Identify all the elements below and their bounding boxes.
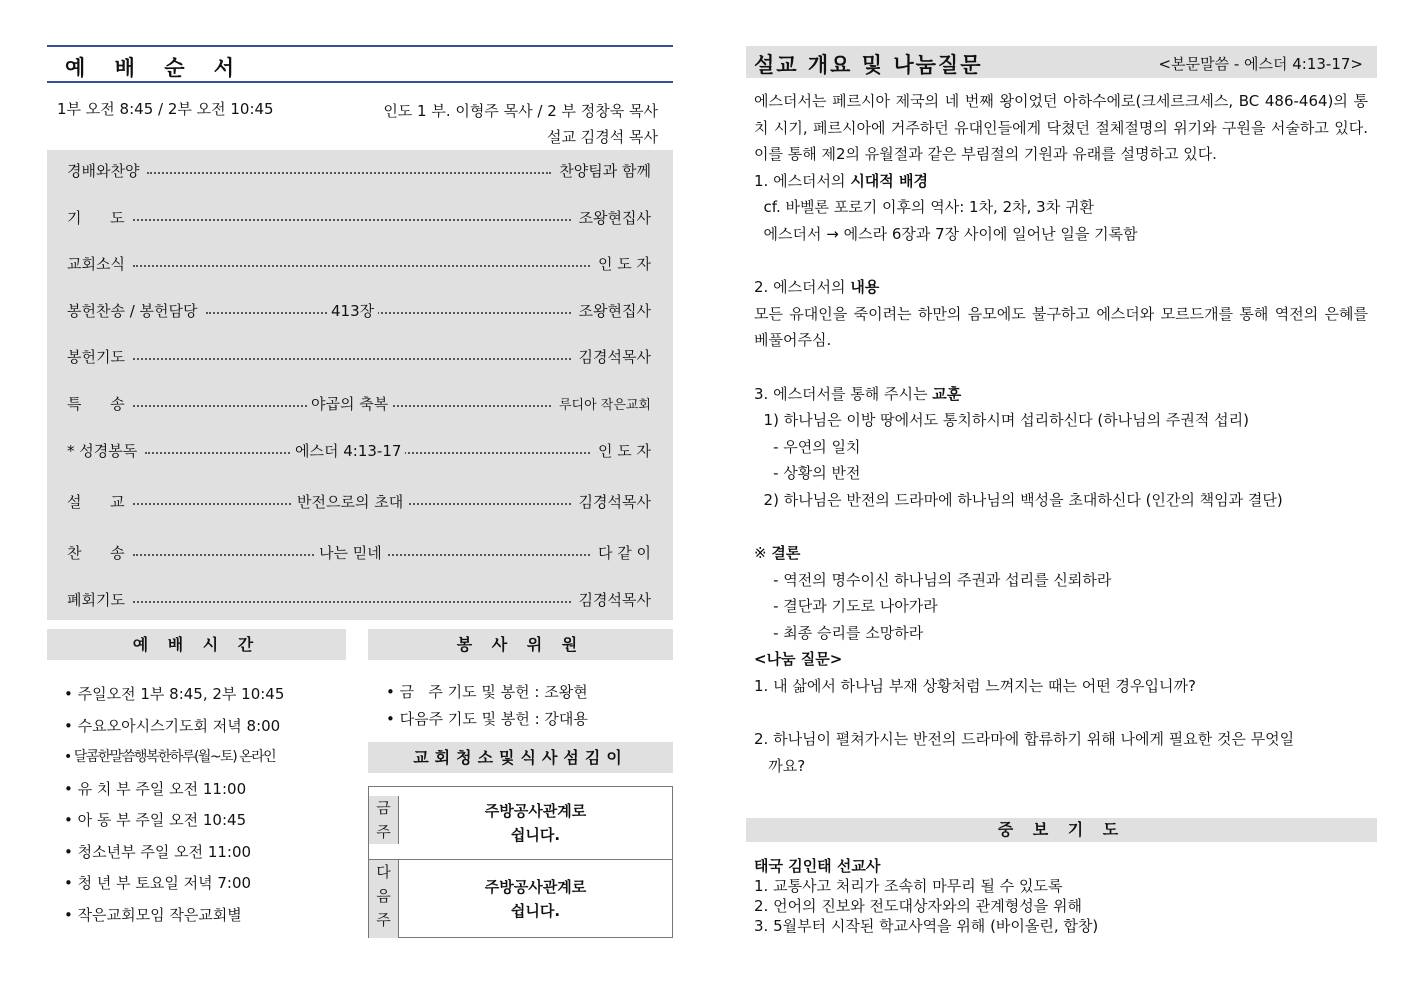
order-row: [47, 298, 673, 322]
order-item-label: 특 송: [67, 394, 125, 413]
cleaning-text: 주방공사관계로: [484, 802, 587, 820]
order-item-label: 봉헌찬송 / 봉헌담당: [67, 301, 198, 320]
order-item-leader: 김경석목사: [578, 590, 651, 609]
missionary-name: 태국 김인태 선교사: [754, 857, 881, 875]
leader-dots: [133, 358, 571, 360]
leader-dots: [133, 219, 571, 221]
service-times: 1부 오전 8:45 / 2부 오전 10:45: [57, 100, 274, 118]
order-item-leader: 김경석목사: [578, 492, 651, 511]
service-committee-header: 봉 사 위 원: [368, 629, 673, 660]
order-item-leader: 김경석목사: [578, 347, 651, 366]
order-of-worship-box: [47, 150, 673, 620]
worship-time-item: • 작은교회모임 작은교회별: [64, 905, 242, 924]
order-item-detail: 413장: [327, 300, 378, 321]
worship-time-item: • 청소년부 주일 오전 11:00: [64, 842, 252, 861]
heading-prefix: 3. 에스더서를 통해 주시는: [754, 384, 933, 403]
worship-time-item: • 주일오전 1부 8:45, 2부 10:45: [64, 685, 285, 703]
order-row: [47, 489, 673, 513]
order-row: [47, 391, 673, 415]
order-item-leader: 인 도 자: [597, 254, 651, 273]
order-row: [47, 587, 673, 611]
week-char: 주: [376, 823, 391, 841]
service-committee-list: [386, 679, 588, 733]
order-row: [47, 540, 673, 564]
section-3-heading: [754, 381, 1368, 408]
week-char: 다: [376, 863, 391, 881]
order-item-label: 폐회기도: [67, 590, 125, 609]
cleaning-text: 주방공사관계로: [484, 878, 587, 896]
conclusion-line: - 결단과 기도로 나아가라: [754, 597, 938, 616]
week-next-cell: [369, 860, 399, 938]
order-item-label: 경배와찬양: [67, 161, 140, 180]
sermon-intro: 에스더서는 페르시아 제국의 네 번째 왕이었던 아하수에로(크세르크세스, BC 486-464)의 통치 시기, 페르시아에 거주하던 유대인들에게 닥쳤던 절체절명의 위기와 구원을 서술하고 있다. 이를 통해 제2의 유월절과 같은 부림절의 기원과 유래를 설명하고 있다.: [754, 92, 1368, 164]
order-row: [47, 205, 673, 229]
sermon-outline: [754, 88, 1368, 779]
worship-times-list: [64, 679, 284, 931]
order-item-label: 봉헌기도: [67, 347, 125, 366]
cleaning-this-week: [399, 799, 672, 847]
order-of-worship-title: [47, 45, 673, 83]
order-item-leader: 조왕현집사: [578, 301, 651, 320]
prayer-item: 3. 5월부터 시작된 학교사역을 위해 (바이올린, 합창): [754, 917, 1099, 935]
order-item-leader: 인 도 자: [597, 441, 651, 460]
order-item-label: 교회소식: [67, 254, 125, 273]
service-item: • 다음주 기도 및 봉헌 : 강대용: [386, 710, 588, 728]
scripture-reference: <본문말씀 - 에스더 4:13-17>: [1158, 55, 1363, 73]
order-item-label: 설 교: [67, 492, 125, 511]
section-3-line: 2) 하나님은 반전의 드라마에 하나님의 백성을 초대하신다 (인간의 책임과 결단): [754, 490, 1283, 509]
order-item-leader: 찬양팀과 함께: [559, 161, 651, 180]
order-item-leader: 다 같 이: [597, 543, 651, 562]
order-row: [47, 344, 673, 368]
conclusion-line: - 역전의 명수이신 하나님의 주권과 섭리를 신뢰하라: [754, 570, 1112, 589]
cleaning-table: [368, 786, 673, 938]
order-row: [47, 438, 673, 462]
question-2: 2. 하나님이 펼쳐가시는 반전의 드라마에 합류하기 위해 나에게 필요한 것은 무엇일: [754, 730, 1295, 749]
worship-time-item: • 아 동 부 주일 오전 10:45: [64, 811, 247, 829]
worship-time-item: • 청 년 부 토요일 저녁 7:00: [64, 874, 252, 892]
heading-prefix: 1. 에스더서의: [754, 171, 851, 190]
prayer-item: 1. 교통사고 처리가 조속히 마무리 될 수 있도록: [754, 877, 1063, 895]
section-1-heading: [754, 168, 1368, 195]
cleaning-header: 교회청소및식사섬김이: [368, 742, 673, 773]
leaders-line2: 설교 김경석 목사: [547, 128, 658, 146]
heading-bold: 시대적 배경: [850, 171, 928, 190]
order-item-detail: 야곱의 축복: [307, 393, 392, 414]
conclusion-line: - 최종 승리를 소망하라: [754, 623, 924, 642]
order-item-detail: 에스더 4:13-17: [291, 440, 405, 461]
question-1: 1. 내 삶에서 하나님 부재 상황처럼 느껴지는 때는 어떤 경우입니까?: [754, 677, 1196, 696]
title-text: 예 배 순 서: [65, 56, 246, 80]
question-2-cont: 까요?: [754, 756, 806, 775]
order-item-label: 기 도: [67, 208, 125, 227]
sharing-heading: <나눔 질문>: [754, 650, 843, 669]
intercession-list: [754, 856, 1098, 936]
worship-time-item: • 달콤한말씀행복한하루(월~토) 온라인: [64, 749, 276, 765]
section-3-line: 1) 하나님은 이방 땅에서도 통치하시며 섭리하신다 (하나님의 주권적 섭리): [754, 411, 1249, 430]
leader-dots: [147, 172, 551, 174]
heading-bold: 결론: [771, 544, 801, 563]
intercession-header: 중 보 기 도: [746, 818, 1377, 842]
section-2-heading: [754, 274, 1368, 301]
leaders: [383, 98, 658, 150]
week-char: 금: [376, 799, 391, 817]
week-this-cell: [369, 796, 399, 844]
sermon-title-bar: [746, 46, 1377, 78]
section-2-text: 모든 유대인을 죽이려는 하만의 음모에도 불구하고 에스더와 모르드개를 통해 역전의 은혜를 베풀어주심.: [754, 304, 1368, 350]
heading-prefix: ※: [754, 544, 772, 563]
service-item: • 금 주 기도 및 봉헌 : 조왕현: [386, 683, 588, 701]
week-char: 음: [376, 887, 391, 905]
order-item-leader: 루디아 작은교회: [558, 397, 651, 413]
worship-time-item: • 유 치 부 주일 오전 11:00: [64, 779, 247, 798]
heading-bold: 교훈: [932, 384, 962, 403]
order-item-label: 찬 송: [67, 543, 125, 562]
leader-dots: [133, 601, 571, 603]
worship-time-item: • 수요오아시스기도회 저녁 8:00: [64, 716, 281, 735]
section-1-line: 에스더서 → 에스라 6장과 7장 사이에 일어난 일을 기록함: [754, 224, 1138, 243]
heading-bold: 내용: [850, 278, 880, 297]
cleaning-next-week: [399, 875, 672, 923]
section-3-line: - 우연의 일치: [754, 437, 861, 456]
leaders-line1: 인도 1 부. 이형주 목사 / 2 부 정창욱 목사: [383, 102, 658, 120]
section-1-line: cf. 바벨론 포로기 이후의 역사: 1차, 2차, 3차 귀환: [754, 198, 1094, 217]
section-3-line: - 상황의 반전: [754, 464, 861, 483]
leader-dots: [206, 312, 571, 314]
cleaning-text: 쉽니다.: [510, 826, 561, 844]
order-item-label: * 성경봉독: [67, 441, 138, 460]
sermon-title: 설교 개요 및 나눔질문: [754, 53, 983, 77]
conclusion-heading: [754, 540, 1368, 567]
week-char: 주: [376, 911, 391, 929]
order-item-leader: 조왕현집사: [578, 208, 651, 227]
leader-dots: [133, 265, 590, 267]
order-row: [47, 158, 673, 182]
worship-times-header: 예 배 시 간: [47, 629, 346, 660]
order-item-detail: 나는 믿네: [315, 542, 386, 563]
order-row: [47, 251, 673, 275]
prayer-item: 2. 언어의 진보와 전도대상자와의 관계형성을 위해: [754, 897, 1082, 915]
cleaning-text: 쉽니다.: [510, 902, 561, 920]
heading-prefix: 2. 에스더서의: [754, 278, 851, 297]
order-item-detail: 반전으로의 초대: [293, 491, 407, 512]
